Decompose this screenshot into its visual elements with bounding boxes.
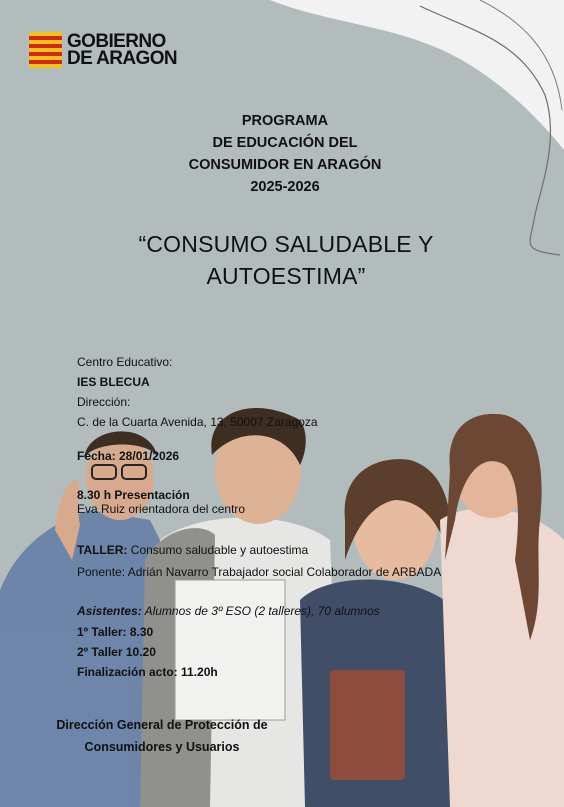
centro-value: IES BLECUA [77,375,150,389]
program-line-2: DE EDUCACIÓN DEL [212,135,358,151]
taller-1: 1º Taller: 8.30 [77,625,154,639]
gobierno-aragon-logo [29,32,177,68]
logo-line-1: GOBIERNO [67,31,166,52]
program-line-1: PROGRAMA [241,113,329,129]
finalizacion: Finalización acto: 11.20h [77,665,218,679]
asistentes-label: Asistentes: [77,604,142,618]
workshop-title [60,228,512,292]
footer-line-2: Consumidores y Usuarios [84,740,240,754]
title-line-2: AUTOESTIMA” [206,263,366,289]
program-heading [120,110,450,198]
direccion-value: C. de la Cuarta Avenida, 13, 50007 Zaragoza [77,415,318,429]
presentacion-person: Eva Ruiz orientadora del centro [77,502,246,516]
asistentes-value: Alumnos de 3º ESO (2 talleres), 70 alumnos [141,604,380,618]
logo-line-2: DE ARAGON [67,48,178,69]
taller-label: TALLER: [77,543,128,557]
footer-line-1: Dirección General de Protección de [56,718,268,732]
presentacion-time: 8.30 h Presentación [77,488,190,502]
taller-line [77,543,308,558]
direccion-label: Dirección: [77,395,131,409]
centro-label: Centro Educativo: [77,355,173,369]
taller-2: 2º Taller 10.20 [77,645,156,659]
logo-wordmark [67,33,177,67]
program-line-3: CONSUMIDOR EN ARAGÓN [188,157,382,173]
program-line-4: 2025-2026 [250,179,320,195]
ponente: Ponente: Adrián Navarro Trabajador social Colaborador de ARBADA [77,565,442,579]
asistentes-line [77,604,380,619]
title-line-1: “CONSUMO SALUDABLE Y [138,231,434,257]
footer-organization [28,714,296,758]
taller-value: Consumo saludable y autoestima [127,543,309,557]
fecha: Fecha: 28/01/2026 [77,449,180,463]
aragon-flag-icon [29,32,62,68]
